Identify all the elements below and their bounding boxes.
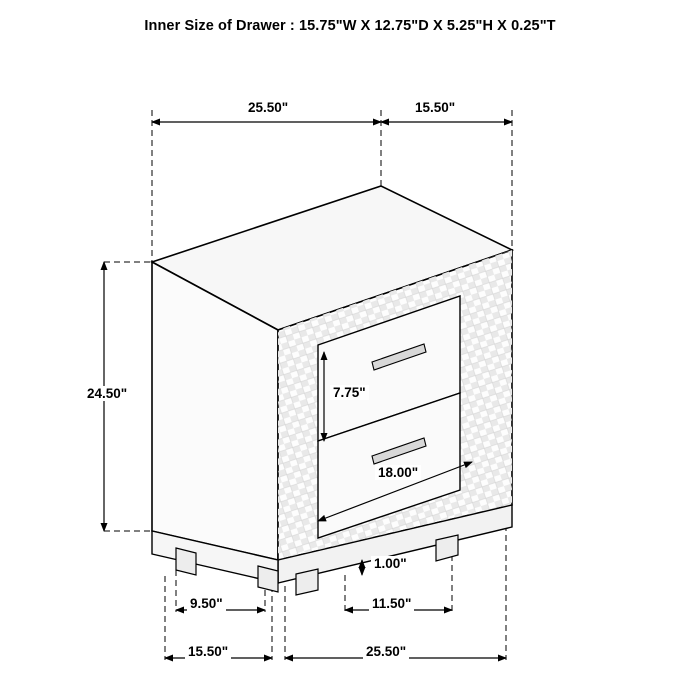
label-foot-height: 1.00" bbox=[371, 556, 410, 571]
label-left-height: 24.50" bbox=[84, 386, 130, 401]
label-drawer-width: 18.00" bbox=[375, 465, 421, 480]
label-top-left: 25.50" bbox=[245, 100, 291, 115]
label-bottom-left-inner: 9.50" bbox=[187, 596, 226, 611]
label-bottom-right-outer: 25.50" bbox=[363, 644, 409, 659]
page-title: Inner Size of Drawer : 15.75"W X 12.75"D X 5.25"H X 0.25"T bbox=[144, 18, 556, 34]
label-bottom-right-inner: 11.50" bbox=[369, 596, 414, 611]
label-drawer-height: 7.75" bbox=[330, 385, 369, 400]
label-top-right: 15.50" bbox=[412, 100, 458, 115]
label-bottom-left-outer: 15.50" bbox=[185, 644, 231, 659]
